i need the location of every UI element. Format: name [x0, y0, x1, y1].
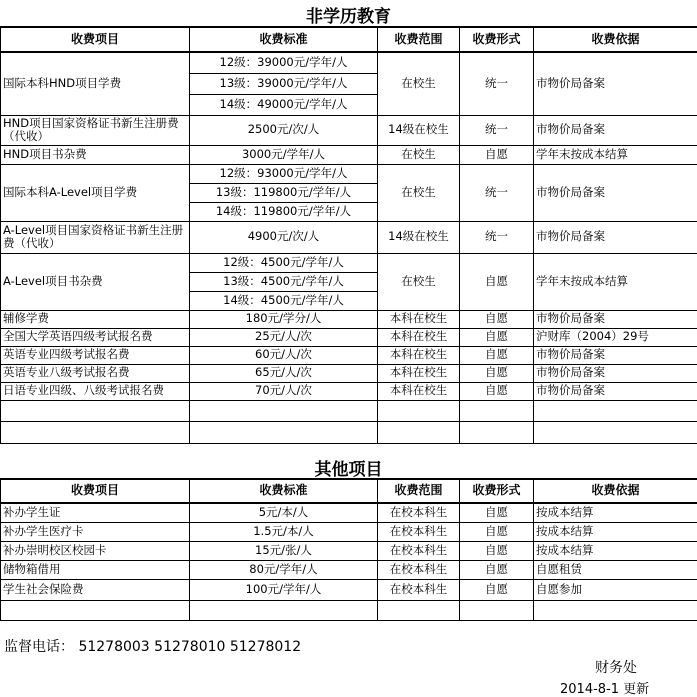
item-cell: 国际本科HND项目学费	[1, 52, 190, 115]
table-row	[1, 364, 697, 382]
update-date: 2014-8-1 更新	[560, 678, 649, 697]
scope-cell: 本科在校生	[378, 364, 460, 382]
table-row	[1, 328, 697, 346]
standard-cell: 4900元/次/人	[190, 221, 378, 253]
empty-row	[1, 600, 697, 620]
scope-cell: 本科在校生	[378, 310, 460, 328]
item-cell: 补办崇明校区校园卡	[1, 541, 190, 560]
scope-cell: 本科在校生	[378, 346, 460, 364]
standard-cell: 2500元/次/人	[190, 115, 378, 145]
standard-cell: 5元/本/人	[190, 503, 378, 522]
section1-title: 非学历教育	[0, 2, 697, 27]
item-cell: 补办学生医疗卡	[1, 522, 190, 541]
table-row	[1, 310, 697, 328]
table-row	[1, 579, 697, 600]
basis-cell: 学年末按成本结算	[534, 145, 697, 164]
header-scope: 收费范围	[378, 27, 460, 52]
table-row	[1, 346, 697, 364]
fee-table-non-degree	[0, 26, 697, 444]
basis-cell: 市物价局备案	[534, 310, 697, 328]
header-item: 收费项目	[1, 27, 190, 52]
standard-cell: 60元/人/次	[190, 346, 378, 364]
basis-cell: 市物价局备案	[534, 364, 697, 382]
item-cell: HND项目国家资格证书新生注册费（代收）	[1, 115, 190, 145]
item-cell: 全国大学英语四级考试报名费	[1, 328, 190, 346]
basis-cell: 市物价局备案	[534, 164, 697, 221]
table-row	[1, 382, 697, 400]
form-cell: 自愿	[460, 328, 534, 346]
item-cell: 辅修学费	[1, 310, 190, 328]
standard-cell: 14级：49000元/学年/人	[190, 94, 378, 115]
basis-cell: 按成本结算	[534, 541, 697, 560]
form-cell: 自愿	[460, 253, 534, 310]
scope-cell: 在校生	[378, 253, 460, 310]
form-cell: 自愿	[460, 503, 534, 522]
standard-cell: 100元/学年/人	[190, 579, 378, 600]
form-cell: 自愿	[460, 382, 534, 400]
header-form: 收费形式	[460, 479, 534, 503]
standard-cell: 80元/学年/人	[190, 560, 378, 579]
form-cell: 自愿	[460, 560, 534, 579]
header-scope: 收费范围	[378, 479, 460, 503]
form-cell: 自愿	[460, 310, 534, 328]
form-cell: 自愿	[460, 522, 534, 541]
basis-cell: 市物价局备案	[534, 382, 697, 400]
scope-cell: 在校本科生	[378, 541, 460, 560]
supervision-phone: 监督电话： 51278003 51278010 51278012	[4, 636, 301, 656]
scope-cell: 在校生	[378, 164, 460, 221]
scope-cell: 14级在校生	[378, 115, 460, 145]
scope-cell: 在校本科生	[378, 522, 460, 541]
section2-title: 其他项目	[0, 455, 697, 480]
basis-cell: 市物价局备案	[534, 346, 697, 364]
standard-cell: 15元/张/人	[190, 541, 378, 560]
form-cell: 统一	[460, 164, 534, 221]
basis-cell: 市物价局备案	[534, 115, 697, 145]
table-row	[1, 145, 697, 164]
header-item: 收费项目	[1, 479, 190, 503]
table-row	[1, 221, 697, 253]
item-cell: 补办学生证	[1, 503, 190, 522]
empty-row	[1, 421, 697, 443]
table-header	[1, 479, 697, 503]
item-cell: 学生社会保险费	[1, 579, 190, 600]
scope-cell: 在校生	[378, 52, 460, 115]
header-basis: 收费依据	[534, 479, 697, 503]
form-cell: 自愿	[460, 579, 534, 600]
scope-cell: 14级在校生	[378, 221, 460, 253]
standard-cell: 12级：93000元/学年/人	[190, 164, 378, 183]
table-row	[1, 522, 697, 541]
table-row	[1, 164, 697, 183]
basis-cell: 自愿租赁	[534, 560, 697, 579]
fee-table-other	[0, 478, 697, 621]
department-name: 财务处	[595, 657, 637, 677]
form-cell: 统一	[460, 115, 534, 145]
scope-cell: 在校本科生	[378, 579, 460, 600]
basis-cell: 市物价局备案	[534, 52, 697, 115]
header-standard: 收费标准	[190, 479, 378, 503]
form-cell: 自愿	[460, 541, 534, 560]
standard-cell: 180元/学分/人	[190, 310, 378, 328]
item-cell: 日语专业四级、八级考试报名费	[1, 382, 190, 400]
item-cell: A-Level项目国家资格证书新生注册费（代收）	[1, 221, 190, 253]
basis-cell: 市物价局备案	[534, 221, 697, 253]
standard-cell: 12级：39000元/学年/人	[190, 52, 378, 73]
form-cell: 统一	[460, 221, 534, 253]
standard-cell: 1.5元/本/人	[190, 522, 378, 541]
item-cell: 国际本科A-Level项目学费	[1, 164, 190, 221]
standard-cell: 25元/人/次	[190, 328, 378, 346]
standard-cell: 13级：39000元/学年/人	[190, 73, 378, 94]
basis-cell: 自愿参加	[534, 579, 697, 600]
standard-cell: 14级：119800元/学年/人	[190, 202, 378, 221]
scope-cell: 在校本科生	[378, 560, 460, 579]
standard-cell: 14级：4500元/学年/人	[190, 291, 378, 310]
table-row	[1, 541, 697, 560]
form-cell: 统一	[460, 52, 534, 115]
standard-cell: 65元/人/次	[190, 364, 378, 382]
table-row	[1, 560, 697, 579]
form-cell: 自愿	[460, 145, 534, 164]
table-header	[1, 27, 697, 52]
form-cell: 自愿	[460, 364, 534, 382]
empty-row	[1, 400, 697, 421]
table-row	[1, 503, 697, 522]
item-cell: 英语专业八级考试报名费	[1, 364, 190, 382]
scope-cell: 本科在校生	[378, 328, 460, 346]
standard-cell: 70元/人/次	[190, 382, 378, 400]
header-form: 收费形式	[460, 27, 534, 52]
item-cell: A-Level项目书杂费	[1, 253, 190, 310]
table-row	[1, 52, 697, 73]
basis-cell: 按成本结算	[534, 522, 697, 541]
header-basis: 收费依据	[534, 27, 697, 52]
header-standard: 收费标准	[190, 27, 378, 52]
basis-cell: 按成本结算	[534, 503, 697, 522]
scope-cell: 在校生	[378, 145, 460, 164]
scope-cell: 本科在校生	[378, 382, 460, 400]
item-cell: HND项目书杂费	[1, 145, 190, 164]
basis-cell: 沪财库（2004）29号	[534, 328, 697, 346]
scope-cell: 在校本科生	[378, 503, 460, 522]
form-cell: 自愿	[460, 346, 534, 364]
item-cell: 储物箱借用	[1, 560, 190, 579]
standard-cell: 3000元/学年/人	[190, 145, 378, 164]
standard-cell: 13级：119800元/学年/人	[190, 183, 378, 202]
table-row	[1, 115, 697, 145]
standard-cell: 13级：4500元/学年/人	[190, 272, 378, 291]
item-cell: 英语专业四级考试报名费	[1, 346, 190, 364]
standard-cell: 12级：4500元/学年/人	[190, 253, 378, 272]
basis-cell: 学年末按成本结算	[534, 253, 697, 310]
table-row	[1, 253, 697, 272]
